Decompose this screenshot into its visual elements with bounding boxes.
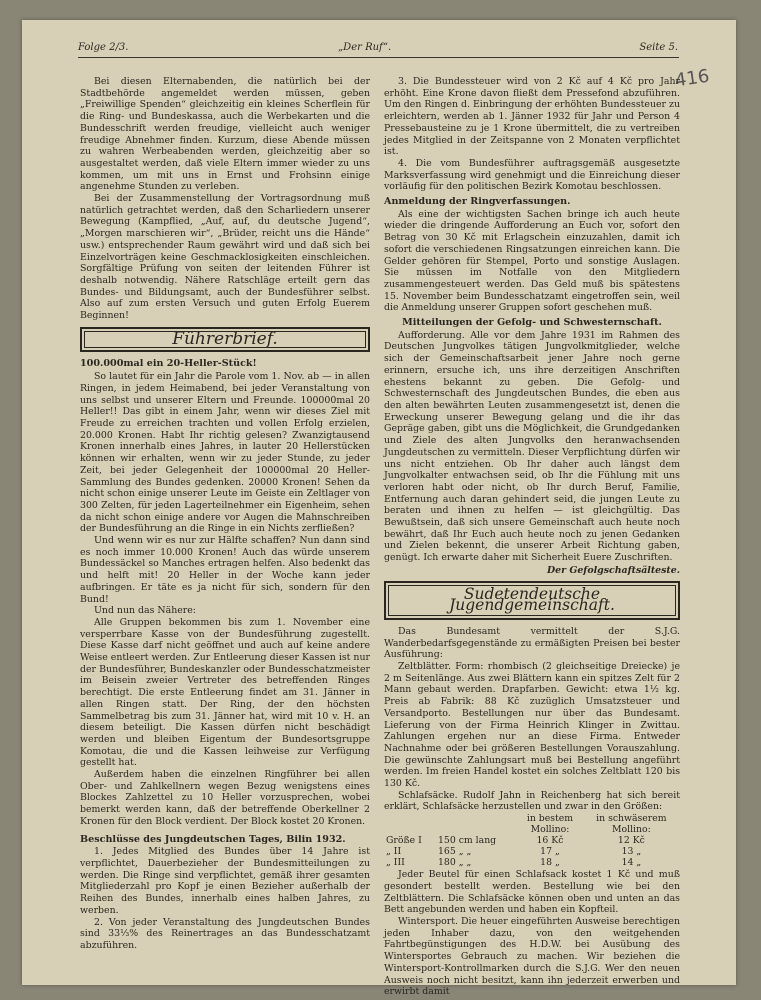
article-paragraph: Schlafsäcke. Rudolf Jahn in Reichenberg hat sich bereit erklärt, Schlafsäcke herzustellen und zwar in den Größen: (384, 789, 680, 813)
article-paragraph: Als eine der wichtigsten Sachen bringe ich auch heute wieder die dringende Aufforderung an Euch vor, sofort den Betrag von 30 Kč mit Erlagschein einzuzahlen, damit ich sofort die verschiedenen Ringsatzungen einreichen kann. Die Gelder gehören für Stempel, Porto und sonstige Auslagen. Sie müssen im Notfalle von den Mitgliedern zusammengesteuert werden. Das Geld muß bis spätestens 15. November beim Bundesschatzamt eingetroffen sein, weil die Anmeldung unserer Gruppen sofort geschehen muß. (384, 208, 680, 314)
publication-title: „Der Ruf“. (338, 42, 392, 53)
left-column (80, 76, 370, 952)
table-row (384, 846, 680, 857)
article-paragraph: Jeder Beutel für einen Schlafsack kostet 1 Kč und muß gesondert bestellt werden. Bestellung wie bei den Zeltblättern. Die Schlafsäcke können oben und unten an das Bett angebunden werden und haben ein Kopfteil. (384, 869, 680, 916)
article-heading: 100.000mal ein 20-Heller-Stück! (80, 358, 257, 370)
table-cell: 12 Kč (617, 835, 645, 847)
table-cell: in schwäserem (596, 813, 667, 825)
article-paragraph: Aufforderung. Alle vor dem Jahre 1931 im Rahmen des Deutschen Jungvolkes tätigen Jungvolkmitglieder, welche sich der Gemeinschaftsarbeit jener Jahre noch gerne erinnern, ersuche ich, uns ihre derzeitigen Anschriften ehestens bekannt zu geben. Die Gefolg- und Schwesternschaft des Jungdeutschen Bundes, die eben aus den alten bewährten Leuten zusammengesetzt ist, denen die Erweckung unserer Bewegung gelang und die ihr das Gepräge gaben, gibt uns die Möglichkeit, die Grundgedanken und Ziele des alten Jungvolks den heranwachsenden Jungdeutschen zu vermitteln. Dieser Verpflichtung dürfen wir uns nicht entziehen. Ob Ihr daher auch längst dem Jungvolkalter entwachsen seid, ob Ihr die Fühlung mit uns verloren habt oder nicht, ob Ihr durch Beruf, Familie, Entfernung auch daran gehindert seid, die jungen Leute zu beraten und ihnen zu helfen — ist gleichgültig. Das Bewußtsein, daß sich unsere Gemeinschaft auch heute noch bewährt, daß Ihr Euch auch heute noch zu jenen Gedanken und Zielen bekennt, die unserer Arbeit Richtung gaben, genügt. Ich erwarte daher mit Sicherheit Euere Zuschriften. (384, 329, 680, 564)
table-cell: in bestem (526, 813, 574, 825)
table-header-row (384, 824, 680, 835)
article-paragraph: 4. Die vom Bundesführer auftragsgemäß ausgesetzte Marksverfassung wird genehmigt und die Einreichung dieser vorläufig für den politischen Bezirk Komotau beschlossen. (384, 157, 680, 193)
table-cell: 16 Kč (536, 835, 564, 847)
table-cell (436, 813, 517, 824)
table-row (384, 835, 680, 846)
table-cell: 13 „ (621, 846, 642, 858)
table-header-row (384, 813, 680, 824)
newspaper-page (22, 20, 736, 998)
article-heading: Anmeldung der Ringverfassungen. (384, 196, 571, 208)
article-heading: Beschlüsse des Jungdeutschen Tages, Bilin 1932. (80, 833, 346, 845)
table-row (384, 857, 680, 868)
article-paragraph: Und nun das Nähere: (94, 605, 196, 617)
article-paragraph: Alle Gruppen bekommen bis zum 1. November eine versperrbare Kasse von der Bundesführung zugestellt. Diese Kasse darf nicht geöffnet und auch auf keine andere Weise entleert werden. Zur Entleerung dieser Kassen ist nur der Bundesführer, Bundeskanzler oder Bundesschatzmeister im Beisein zweier Vertreter des betreffenden Ringes berechtigt. Die erste Entleerung findet am 31. Jänner in allen Ringen statt. Der Ring, der den höchsten Sammelbetrag bis zum 31. Jänner hat, wird mit 10 v. H. an diesem beteiligt. Die Kassen dürfen nicht beschädigt werden und bleiben Eigentum der Bundesortsgruppe Komotau, die und die Kassen leihweise zur Verfügung gestellt hat. (80, 616, 370, 769)
table-cell: Mollino: (530, 824, 570, 836)
intro-paragraph: Bei der Zusammenstellung der Vortragsordnung muß natürlich getrachtet werden, daß den Scharliedern unserer Bewegung (Kampflied, „Auf, auf, du deutsche Jugend“, „Morgen marschieren wir“, „Brüder, reicht uns die Hände“ usw.) entsprechender Raum gewährt wird und daß sich bei Einzelvorträgen keine Geschmacklosigkeiten einschleichen. Sorgfältige Prüfung von seiten der leitenden Führer ist deshalb notwendig. Nähere Ratschläge erteilt gern das Bundes- und Bildungsamt, auch der Bundesführer selbst. Also auf zum ersten Versuch und guten Erfolg Euerem Beginnen! (80, 193, 370, 322)
table-cell: 180 „ „ (438, 857, 472, 869)
table-cell: 150 cm lang (438, 835, 497, 847)
article-paragraph: 2. Von jeder Veranstaltung des Jungdeutschen Bundes sind 33⅓% des Reinertrages an das Bundesschatzamt abzuführen. (80, 916, 370, 951)
article-paragraph: Zeltblätter. Form: rhombisch (2 gleichseitige Dreiecke) je 2 m Seitenlänge. Aus zwei Blättern kann ein spitzes Zelt für 2 Mann gebaut werden. Drapfarben. Gewicht: etwa 1½ kg. Preis ab Fabrik: 88 Kč zuzüglich Umsatzsteuer und Versandporto. Bestellungen nur über das Bundesamt. Lieferung von der Firma Heinrich Klinger in Zwittau. Zahlungen ergehen nur an diese Firma. Entweder Nachnahme oder bei größeren Bestellungen Vorauszahlung. Die gewünschte Zahlungsart muß bei Bestellung angeführt werden. Im freien Handel kostet ein solches Zeltblatt 120 bis 130 Kč. (384, 661, 680, 790)
size-price-table (384, 813, 680, 868)
intro-paragraph: Bei diesen Elternabenden, die natürlich bei der Stadtbehörde angemeldet werden müssen, geben „Freiwillige Spenden“ gleichzeitig ein kleines Scherflein für die Ring- und Bundeskassa, auch die Werbekarten und die Bundesschrift werden freudige, vielleicht auch weniger freudige Abnehmer finden. Kurzum, diese Abende müssen zu wahren Werbeabenden werden, gleichzeitig aber so ausgestaltet werden, daß viele Eltern immer wieder zu uns kommen, um mit uns in Ernst und Frohsinn einige angenehme Stunden zu verleben. (80, 76, 370, 193)
table-cell: Größe I (386, 835, 422, 847)
table-cell: „ III (386, 857, 405, 869)
table-cell (384, 813, 436, 824)
article-paragraph: 3. Die Bundessteuer wird von 2 Kč auf 4 Kč pro Jahr erhöht. Eine Krone davon fließt dem Pressefond abzuführen. Um den Ringen d. Einbringung der erhöhten Bundessteuer zu erleichtern, werden ab 1. Jänner 1932 für Jahr und Person 4 Pressebausteine zu je 1 Krone übermittelt, die zu vertreiben jedes Mitglied in der Zeitspanne von 2 Monaten verpflichtet ist. (384, 76, 680, 158)
table-cell: 165 „ „ (438, 846, 472, 858)
handwritten-number: 416 (673, 65, 711, 92)
sudeten-title: Sudetendeutsche Jugendgemeinschaft. (384, 581, 680, 620)
table-cell: Mollino: (611, 824, 651, 836)
fuehrerbrief-title: Führerbrief. (80, 327, 370, 353)
page-header (78, 42, 678, 58)
article-heading: Mitteilungen der Gefolg- und Schwesternschaft. (402, 317, 662, 329)
article-paragraph: 1. Jedes Mitglied des Bundes über 14 Jahre ist verpflichtet, Dauerbezieher der Bundesmitteilungen zu werden. Die Ringe sind verpflichtet, gemäß ihrer gesamten Mitgliederzahl pro Kopf je einen Bezieher außerhalb der Reihen des Bundes, innerhalb eines halben Jahres, zu werben. (80, 846, 370, 916)
article-paragraph: So lautet für ein Jahr die Parole vom 1. Nov. ab — in allen Ringen, in jedem Heimabend, bei jeder Veranstaltung von uns selbst und unserer Eltern und Freunde. 100000mal 20 Heller!! Das gibt in einem Jahr, wenn wir dieses Ziel mit Freude zu erreichen trachten und vollen Erfolg erzielen, 20.000 Kronen. Habt Ihr richtig gelesen? Zwanzigtausend Kronen innerhalb eines Jahres, in lauter 20 Hellerstücken können wir erhalten, wenn wir zu jeder Stunde, zu jeder Zeit, bei jeder Gelegenheit der 100000mal 20 Heller-Sammlung des Bundes gedenken. 20000 Kronen! Sehen da nicht schon einige unserer Leute im Geiste ein Zeltlager von 300 Zelten, für jeden Lagerteilnehmer ein Eigenheim, sehen da nicht schon einige andere vor Augen die Mahnschreiben der Bundesführung an die Ringe in ein Nichts zerfließen? (80, 371, 370, 535)
table-cell: „ II (386, 846, 402, 858)
article-paragraph: Und wenn wir es nur zur Hälfte schaffen? Nun dann sind es noch immer 10.000 Kronen! Auch das würde unserem Bundessäckel so Manches ertragen helfen. Also bedenkt das und helft mit! 20 Heller in der Woche kann jeder aufbringen. Er täte es ja nicht für sich, sondern für den Bund! (80, 535, 370, 605)
article-paragraph: Außerdem haben die einzelnen Ringführer bei allen Ober- und Zahlkellnern wegen Bezug wenigstens eines Blockes Zahlzettel zu 10 Heller vorzusprechen, wobei bemerkt werden kann, daß der betreffende Oberkellner 2 Kronen für den Block verdient. Der Block kostet 20 Kronen. (80, 769, 370, 827)
table-cell: 17 „ (540, 846, 560, 858)
table-cell (436, 824, 517, 835)
article-paragraph: Das Bundesamt vermittelt der S.J.G. Wanderbedarfsgegenstände zu ermäßigten Preisen bei bester Ausführung: (384, 625, 680, 661)
article-paragraph: Wintersport. Die heuer eingeführten Ausweise berechtigen jeden Inhaber dazu, von den weitgehenden Fahrtbegünstigungen des H.D.W. bei Ausübung des Wintersportes Gebrauch zu machen. Wir beziehen die Wintersport-Kontrollmarken durch die S.J.G. Wer den neuen Ausweis noch nicht besitzt, kann ihn jederzeit erwerben und erwirbt damit (384, 916, 680, 998)
signature-line: Der Gefolgschaftsälteste. (547, 564, 680, 576)
issue-number: Folge 2/3. (78, 42, 129, 53)
header-rule (78, 57, 679, 58)
page-number: Seite 5. (639, 42, 678, 53)
right-column (384, 76, 680, 998)
table-cell: 14 „ (621, 857, 642, 869)
table-cell: 18 „ (540, 857, 560, 869)
table-cell (384, 824, 436, 835)
